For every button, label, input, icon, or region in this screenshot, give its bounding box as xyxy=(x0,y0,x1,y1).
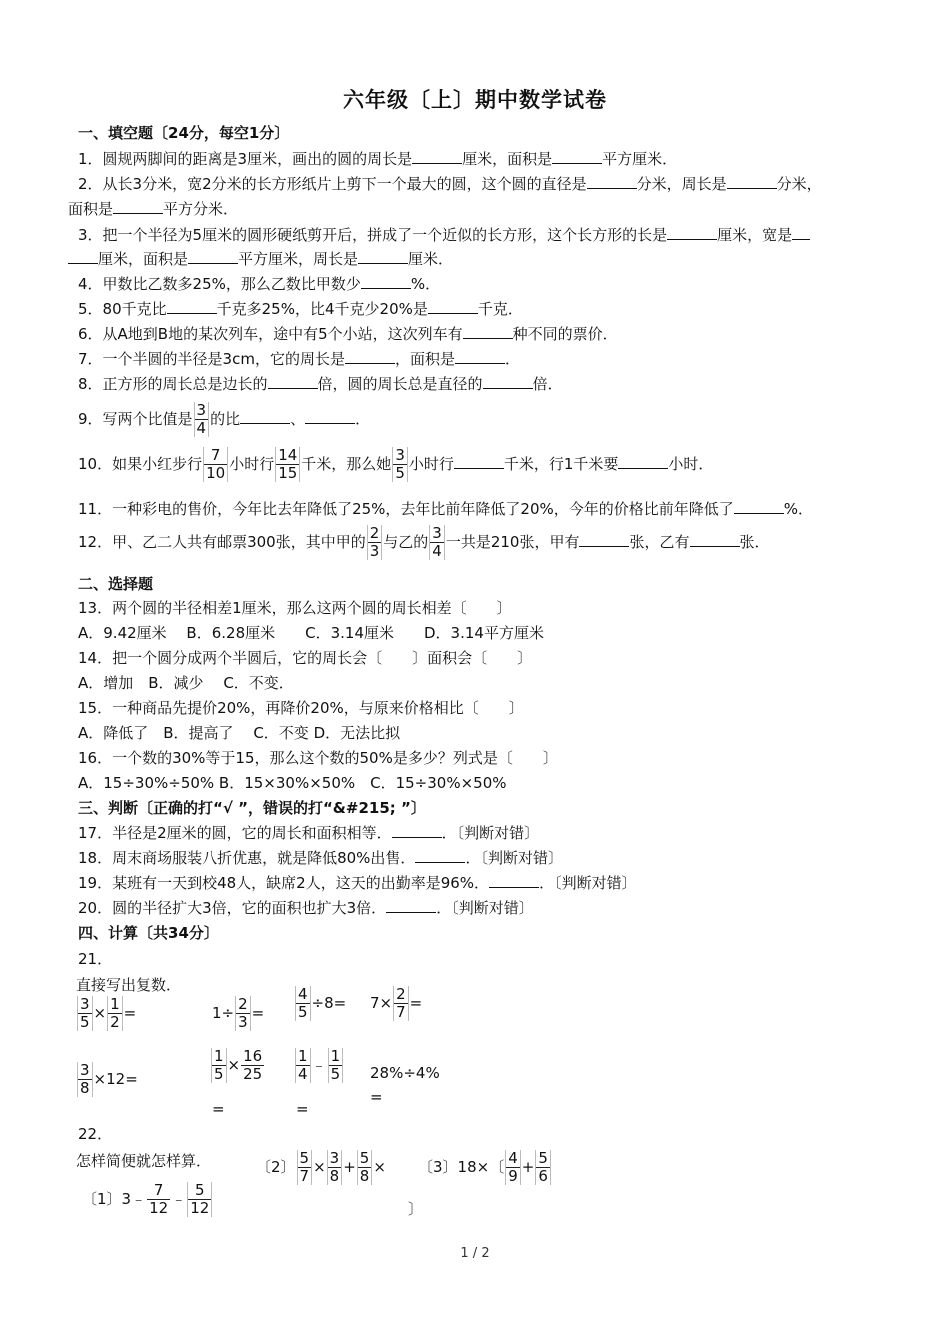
question-18: 18．周末商场服装八折优惠，就是降低80%出售． ．〔判断对错〕 xyxy=(78,849,563,867)
calc-item-7: $\frac{1}{4}$ ﹣ $\frac{1}{5}$ xyxy=(294,1048,344,1083)
answer-blank[interactable] xyxy=(579,532,629,547)
section-heading-calc: 四、计算〔共34分〕 xyxy=(78,924,219,942)
page-number: 1 / 2 xyxy=(460,1246,490,1261)
question-14-options[interactable]: A．增加 B．减少 C．不变． xyxy=(78,674,294,692)
answer-blank[interactable] xyxy=(667,225,717,240)
question-16: 16．一个数的30%等于15，那么这个数的50%是多少？列式是〔 〕 xyxy=(78,749,558,767)
question-19: 19．某班有一天到校48人，缺席2人，这天的出勤率是96%． ．〔判断对错〕 xyxy=(78,874,637,892)
answer-blank[interactable] xyxy=(455,349,505,364)
fraction: $\frac{3}{4}$ xyxy=(429,525,445,560)
question-21-number: 21． xyxy=(78,950,113,968)
simplify-item-3: 〔3〕18×〔 $\frac{4}{9}$ + $\frac{5}{6}$ xyxy=(418,1150,552,1185)
answer-blank[interactable] xyxy=(412,149,462,164)
fraction: $\frac{7}{10}$ xyxy=(203,447,228,482)
answer-blank[interactable] xyxy=(305,409,355,424)
calc-item-3: $\frac{4}{5}$ ÷8= xyxy=(294,986,346,1021)
question-1: 1．圆规两脚间的距离是3厘米，画出的圆的周长是 厘米，面积是 平方厘米． xyxy=(78,150,678,168)
question-22-intro: 怎样简便就怎样算． xyxy=(76,1152,212,1170)
answer-blank[interactable] xyxy=(618,454,668,469)
fraction: $\frac{2}{3}$ xyxy=(367,525,383,560)
question-13-options[interactable]: A．9.42厘米 B．6.28厘米 C．3.14厘米 D．3.14平方厘米 xyxy=(78,624,544,642)
answer-blank[interactable] xyxy=(386,898,436,913)
calc-item-6-equals: = xyxy=(212,1100,225,1118)
section-heading-fill-blank: 一、填空题〔24分，每空1分〕 xyxy=(78,124,290,142)
fraction: $\frac{14}{15}$ xyxy=(275,447,300,482)
question-11: 11．一种彩电的售价，今年比去年降低了25%，去年比前年降低了20%，今年的价格比前年降低了 %． xyxy=(78,500,814,518)
answer-blank[interactable] xyxy=(415,848,465,863)
answer-blank[interactable] xyxy=(268,374,318,389)
calc-item-2: 1÷ $\frac{2}{3}$ = xyxy=(212,995,265,1031)
fraction: $\frac{3}{5}$ xyxy=(392,447,408,482)
answer-blank[interactable] xyxy=(483,374,533,389)
answer-blank[interactable] xyxy=(489,873,539,888)
section-heading-choice: 二、选择题 xyxy=(78,575,154,593)
calc-item-1: $\frac{3}{5}$ × $\frac{1}{2}$ = xyxy=(76,996,136,1031)
answer-blank[interactable] xyxy=(727,174,777,189)
question-22-number: 22． xyxy=(78,1125,113,1143)
calc-item-7-equals: = xyxy=(296,1100,309,1118)
answer-blank[interactable] xyxy=(792,225,810,240)
calc-item-6: $\frac{1}{5}$ × $\frac{16}{25}$ xyxy=(210,1048,265,1083)
question-4: 4．甲数比乙数多25%，那么乙数比甲数少 %． xyxy=(78,275,441,293)
question-14: 14．把一个圆分成两个半圆后，它的周长会〔 〕面积会〔 〕 xyxy=(78,649,533,667)
question-3-cont: 厘米，面积是 平方厘米，周长是 厘米． xyxy=(68,248,453,270)
answer-blank[interactable] xyxy=(167,299,217,314)
answer-blank[interactable] xyxy=(587,174,637,189)
question-6: 6．从A地到B地的某次列车，途中有5个小站，这次列车有 种不同的票价． xyxy=(78,325,618,343)
answer-blank[interactable] xyxy=(392,823,442,838)
question-16-options[interactable]: A．15÷30%÷50% B．15×30%×50% C．15÷30%×50% xyxy=(78,774,507,792)
answer-blank[interactable] xyxy=(358,249,408,264)
question-8: 8．正方形的周长总是边长的 倍，圆的周长总是直径的 倍． xyxy=(78,375,563,393)
answer-blank[interactable] xyxy=(361,274,411,289)
answer-blank[interactable] xyxy=(188,249,238,264)
question-17: 17．半径是2厘米的圆，它的周长和面积相等． ．〔判断对错〕 xyxy=(78,824,540,842)
simplify-item-1: 〔1〕3﹣ $\frac{7}{12}$ ﹣ $\frac{5}{12}$ xyxy=(82,1182,213,1217)
question-3: 3．把一个半径为5厘米的圆形硬纸剪开后，拼成了一个近似的长方形，这个长方形的长是 厘米，宽是 xyxy=(78,224,810,246)
question-20: 20．圆的半径扩大3倍，它的面积也扩大3倍． ．〔判断对错〕 xyxy=(78,899,534,917)
question-9: 9．写两个比值是 $\frac{3}{4}$ 的比 、 ． xyxy=(78,401,371,437)
question-2-cont: 面积是 平方分米． xyxy=(68,200,239,218)
answer-blank[interactable] xyxy=(454,454,504,469)
question-12: 12．甲、乙二人共有邮票300张，其中甲的 $\frac{2}{3}$ 与乙的 $\frac{3}{4}$ 一共是210张，甲有 张，乙有 张． xyxy=(78,524,770,560)
question-7: 7．一个半圆的半径是3cm，它的周长是 ，面积是 ． xyxy=(78,350,520,368)
answer-blank[interactable] xyxy=(734,499,784,514)
calc-item-8-equals: = xyxy=(370,1088,383,1106)
answer-blank[interactable] xyxy=(240,409,290,424)
fraction: $\frac{3}{4}$ xyxy=(194,402,210,437)
answer-blank[interactable] xyxy=(345,349,395,364)
question-5: 5．80千克比 千克多25%，比4千克少20%是 千克． xyxy=(78,300,523,318)
calc-item-8: 28%÷4% xyxy=(370,1064,440,1082)
answer-blank[interactable] xyxy=(552,149,602,164)
question-15-options[interactable]: A．降低了 B．提高了 C．不变 D．无法比拟 xyxy=(78,724,401,742)
answer-blank[interactable] xyxy=(428,299,478,314)
question-21-intro: 直接写出复数． xyxy=(76,976,182,994)
answer-blank[interactable] xyxy=(113,199,163,214)
question-15: 15．一种商品先提价20%，再降价20%，与原来价格相比〔 〕 xyxy=(78,699,524,717)
calc-item-4: 7× $\frac{2}{7}$ = xyxy=(370,985,423,1021)
question-10: 10．如果小红步行 $\frac{7}{10}$ 小时行 $\frac{14}{15}$ 千米，那么她 $\frac{3}{5}$ 小时行 千米，行1千米要 小时． xyxy=(78,446,714,482)
answer-blank[interactable] xyxy=(68,249,98,264)
simplify-item-3-close: 〕 xyxy=(408,1200,424,1218)
answer-blank[interactable] xyxy=(690,532,740,547)
question-13: 13．两个圆的半径相差1厘米，那么这两个圆的周长相差〔 〕 xyxy=(78,599,512,617)
simplify-item-2: 〔2〕 $\frac{5}{7}$ × $\frac{3}{8}$ + $\frac{5}{8}$ × xyxy=(256,1149,386,1185)
question-2: 2．从长3分米，宽2分米的长方形纸片上剪下一个最大的圆，这个圆的直径是 分米，周长是 分米， xyxy=(78,175,822,193)
section-heading-judge: 三、判断〔正确的打“√ ”，错误的打“&#215; ”〕 xyxy=(78,799,426,817)
page-title: 六年级〔上〕期中数学试卷 xyxy=(343,88,607,112)
calc-item-5: $\frac{3}{8}$ ×12= xyxy=(76,1062,138,1097)
answer-blank[interactable] xyxy=(463,324,513,339)
